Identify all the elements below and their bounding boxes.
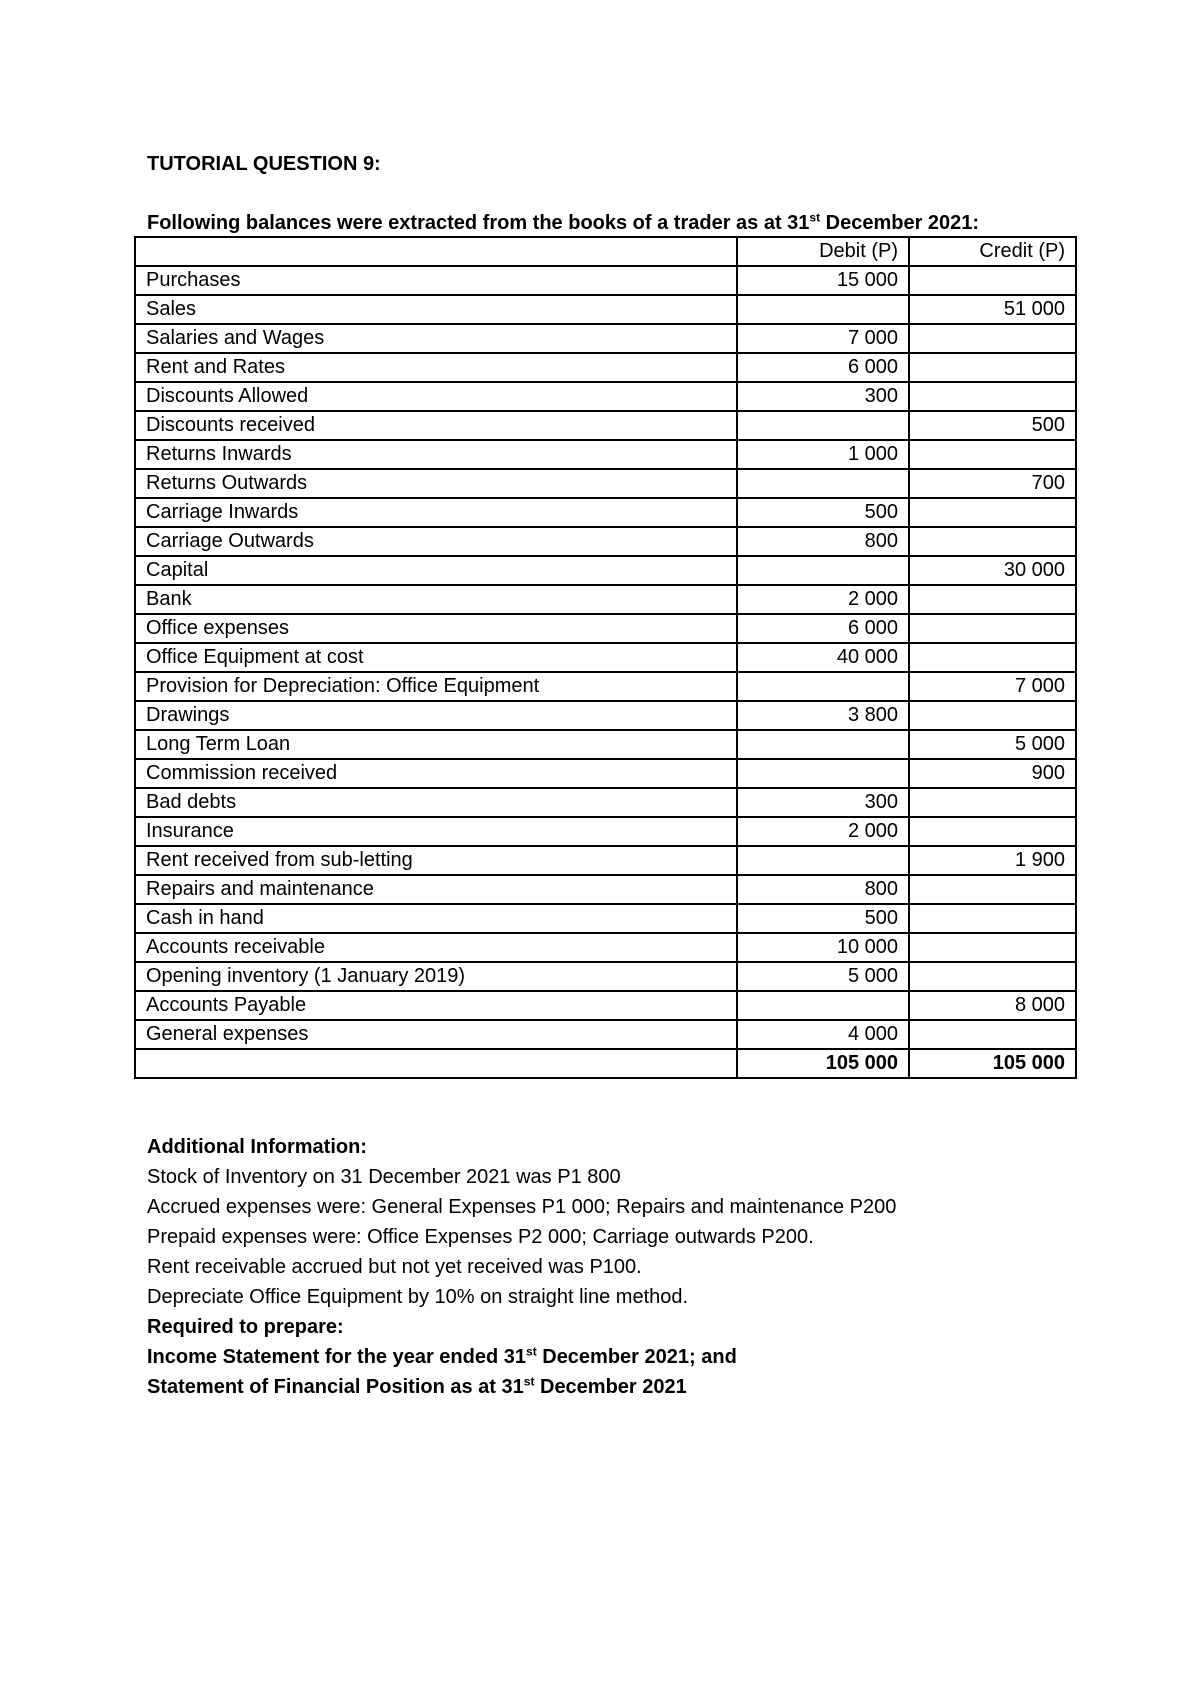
table-row [135, 730, 1076, 759]
required-text: Income Statement for the year ended 31 [147, 1346, 527, 1368]
table-row [135, 788, 1076, 817]
debit-cell: 2 000 [737, 585, 909, 614]
table-row [135, 672, 1076, 701]
credit-cell: 30 000 [909, 556, 1076, 585]
required-text: Statement of Financial Position as at 31 [147, 1376, 524, 1398]
credit-cell: 105 000 [909, 1049, 1076, 1078]
intro-ordinal-suffix: st [809, 210, 821, 225]
table-row [135, 759, 1076, 788]
required-ordinal-suffix: st [523, 1374, 535, 1389]
account-cell: Accounts receivable [135, 933, 737, 962]
table-row [135, 875, 1076, 904]
additional-info-line: Prepaid expenses were: Office Expenses P2 000; Carriage outwards P200. [147, 1226, 814, 1248]
additional-info-title: Additional Information: [147, 1136, 367, 1158]
table-row [135, 933, 1076, 962]
table-row [135, 643, 1076, 672]
debit-cell: 800 [737, 875, 909, 904]
debit-cell: 6 000 [737, 353, 909, 382]
required-text-end: December 2021 [534, 1376, 687, 1398]
account-cell: Rent and Rates [135, 353, 737, 382]
credit-cell [909, 614, 1076, 643]
credit-cell [909, 643, 1076, 672]
account-cell: Salaries and Wages [135, 324, 737, 353]
account-cell: Office Equipment at cost [135, 643, 737, 672]
intro-statement [147, 210, 979, 236]
debit-cell [737, 295, 909, 324]
credit-cell [909, 875, 1076, 904]
additional-info-line: Depreciate Office Equipment by 10% on straight line method. [147, 1286, 689, 1308]
debit-cell [737, 672, 909, 701]
account-cell: Returns Inwards [135, 440, 737, 469]
credit-cell [909, 353, 1076, 382]
table-row [135, 991, 1076, 1020]
account-cell: Bad debts [135, 788, 737, 817]
required-line [147, 1342, 896, 1372]
debit-cell: 10 000 [737, 933, 909, 962]
debit-cell [737, 759, 909, 788]
credit-cell [909, 933, 1076, 962]
credit-cell: 1 900 [909, 846, 1076, 875]
account-cell: Repairs and maintenance [135, 875, 737, 904]
required-text-end: December 2021; and [536, 1346, 737, 1368]
account-cell: Accounts Payable [135, 991, 737, 1020]
account-cell: Returns Outwards [135, 469, 737, 498]
credit-cell [909, 817, 1076, 846]
required-line [147, 1372, 896, 1402]
table-row [135, 585, 1076, 614]
credit-cell [909, 701, 1076, 730]
credit-cell [909, 324, 1076, 353]
table-header-row [135, 237, 1076, 266]
account-cell [135, 1049, 737, 1078]
credit-cell [909, 904, 1076, 933]
trial-balance-table [134, 236, 1077, 1079]
table-row [135, 962, 1076, 991]
table-row [135, 469, 1076, 498]
debit-cell [737, 411, 909, 440]
account-cell: Opening inventory (1 January 2019) [135, 962, 737, 991]
table-row [135, 904, 1076, 933]
table-row [135, 817, 1076, 846]
account-cell: Rent received from sub-letting [135, 846, 737, 875]
account-cell: Cash in hand [135, 904, 737, 933]
account-cell: Carriage Inwards [135, 498, 737, 527]
debit-cell: 2 000 [737, 817, 909, 846]
account-cell: Sales [135, 295, 737, 324]
intro-text: Following balances were extracted from the books of a trader as at 31 [147, 212, 810, 234]
table-row [135, 527, 1076, 556]
account-cell: Discounts received [135, 411, 737, 440]
credit-cell: 8 000 [909, 991, 1076, 1020]
table-row [135, 846, 1076, 875]
credit-cell: 500 [909, 411, 1076, 440]
table-row [135, 382, 1076, 411]
debit-cell: 500 [737, 904, 909, 933]
debit-cell: 800 [737, 527, 909, 556]
credit-cell [909, 1020, 1076, 1049]
credit-cell: 51 000 [909, 295, 1076, 324]
table-row [135, 1020, 1076, 1049]
account-cell: Carriage Outwards [135, 527, 737, 556]
debit-cell: 7 000 [737, 324, 909, 353]
account-cell: General expenses [135, 1020, 737, 1049]
debit-cell: 15 000 [737, 266, 909, 295]
account-cell: Provision for Depreciation: Office Equipment [135, 672, 737, 701]
debit-cell [737, 846, 909, 875]
debit-cell [737, 991, 909, 1020]
additional-info-line: Accrued expenses were: General Expenses P1 000; Repairs and maintenance P200 [147, 1196, 897, 1218]
header-credit: Credit (P) [909, 237, 1076, 266]
debit-cell: 300 [737, 382, 909, 411]
account-cell: Bank [135, 585, 737, 614]
debit-cell [737, 730, 909, 759]
page-heading: TUTORIAL QUESTION 9: [147, 153, 381, 175]
intro-text-end: December 2021: [820, 212, 980, 234]
debit-cell [737, 469, 909, 498]
required-ordinal-suffix: st [526, 1344, 537, 1359]
table-row [135, 440, 1076, 469]
additional-info-line: Stock of Inventory on 31 December 2021 was P1 800 [147, 1166, 621, 1188]
table-row [135, 295, 1076, 324]
table-row [135, 266, 1076, 295]
credit-cell [909, 527, 1076, 556]
header-debit: Debit (P) [737, 237, 909, 266]
credit-cell: 5 000 [909, 730, 1076, 759]
debit-cell: 105 000 [737, 1049, 909, 1078]
debit-cell [737, 556, 909, 585]
debit-cell: 6 000 [737, 614, 909, 643]
credit-cell [909, 962, 1076, 991]
debit-cell: 4 000 [737, 1020, 909, 1049]
debit-cell: 40 000 [737, 643, 909, 672]
account-cell: Commission received [135, 759, 737, 788]
debit-cell: 300 [737, 788, 909, 817]
credit-cell [909, 585, 1076, 614]
account-cell: Purchases [135, 266, 737, 295]
table-row [135, 324, 1076, 353]
table-row [135, 614, 1076, 643]
credit-cell [909, 440, 1076, 469]
additional-info-line: Rent receivable accrued but not yet received was P100. [147, 1256, 642, 1278]
account-cell: Insurance [135, 817, 737, 846]
credit-cell [909, 266, 1076, 295]
credit-cell: 700 [909, 469, 1076, 498]
credit-cell: 900 [909, 759, 1076, 788]
credit-cell [909, 788, 1076, 817]
debit-cell: 3 800 [737, 701, 909, 730]
required-title: Required to prepare: [147, 1316, 344, 1338]
account-cell: Office expenses [135, 614, 737, 643]
table-row [135, 498, 1076, 527]
table-row [135, 411, 1076, 440]
account-cell: Long Term Loan [135, 730, 737, 759]
table-row [135, 556, 1076, 585]
account-cell: Capital [135, 556, 737, 585]
credit-cell [909, 498, 1076, 527]
debit-cell: 5 000 [737, 962, 909, 991]
table-row [135, 353, 1076, 382]
debit-cell: 500 [737, 498, 909, 527]
credit-cell: 7 000 [909, 672, 1076, 701]
header-account [135, 237, 737, 266]
account-cell: Discounts Allowed [135, 382, 737, 411]
credit-cell [909, 382, 1076, 411]
account-cell: Drawings [135, 701, 737, 730]
table-row [135, 701, 1076, 730]
debit-cell: 1 000 [737, 440, 909, 469]
table-total-row [135, 1049, 1076, 1078]
additional-information [147, 1132, 896, 1402]
